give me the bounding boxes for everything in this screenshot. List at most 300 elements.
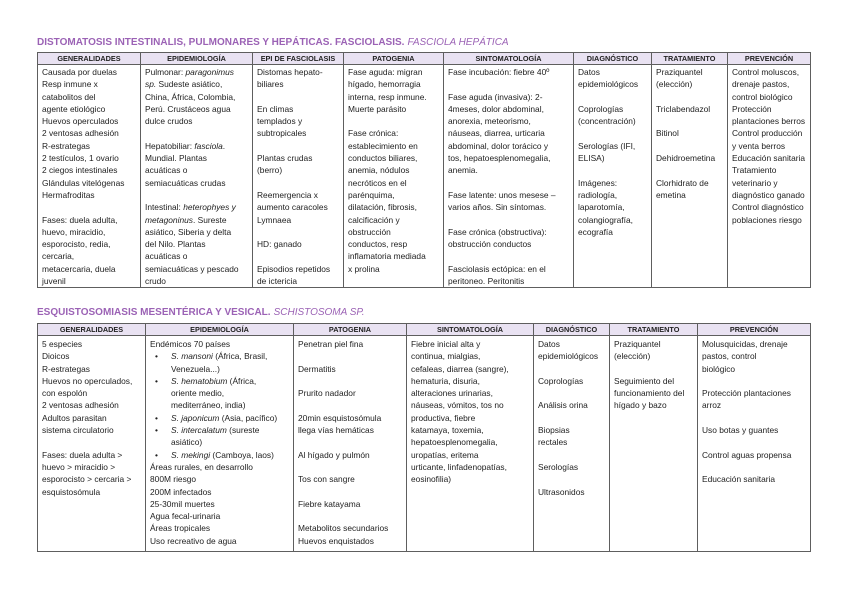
paragraph xyxy=(257,66,340,91)
cell-tratamiento xyxy=(652,65,728,288)
text-line: necróticos en el xyxy=(348,177,407,188)
text-segment: Venezuela...) xyxy=(171,363,220,374)
text-line: Fase latente: unos mesese – xyxy=(448,189,556,200)
text-line: 5 especies xyxy=(42,339,83,349)
text-line: Prurito nadador xyxy=(298,388,356,399)
text-line: Control producción xyxy=(732,128,803,139)
cell-diagnostico xyxy=(574,65,652,288)
text-line: continua, mialgias, xyxy=(411,351,481,362)
text-line: Control diagnóstico xyxy=(732,202,804,213)
text-line: poblaciones riesgo xyxy=(732,214,802,225)
text-line xyxy=(150,387,290,399)
bullet-icon: • xyxy=(155,449,158,460)
text-line: Fases: duela adulta > xyxy=(42,449,123,460)
text-line: uropatías, eritema xyxy=(411,449,479,460)
text-line: interna, resp inmune. xyxy=(348,91,427,102)
paragraph xyxy=(42,66,137,201)
text-line: Datos xyxy=(578,67,600,77)
text-line: huevo, miracidio, xyxy=(42,226,106,237)
text-line: laparotomía, xyxy=(578,202,625,213)
header-diagnostico: DIAGNÓSTICO xyxy=(574,53,652,65)
header-generalidades: GENERALIDADES xyxy=(38,53,141,65)
text-line: Metabolitos secundarios xyxy=(298,523,389,534)
bullet-item xyxy=(150,412,290,424)
text-line: ecografía xyxy=(578,226,613,237)
paragraph xyxy=(298,473,403,485)
text-line: Penetran piel fina xyxy=(298,339,364,349)
text-line: Protección plantaciones xyxy=(702,388,791,399)
text-line: establecimiento en xyxy=(348,140,418,151)
cell-epi-fasciolasis xyxy=(253,65,344,288)
text-line: Datos xyxy=(538,339,560,349)
header-row xyxy=(38,53,811,65)
text-line: funcionamiento del xyxy=(614,388,685,399)
text-line: Fase crónica (obstructiva): xyxy=(448,226,547,237)
paragraph xyxy=(732,66,807,226)
text-line: Agua fecal-urinaria xyxy=(150,511,221,522)
text-line: Reemergencia x xyxy=(257,189,318,200)
text-line: 2 ventosas adhesión xyxy=(42,400,119,411)
bullet-item xyxy=(150,350,290,362)
text-line: Causada por duelas xyxy=(42,67,117,77)
text-line: 800M riesgo xyxy=(150,474,197,485)
text-line: 2 ventosas adhesión xyxy=(42,128,119,139)
text-line: obstrucción conductos xyxy=(448,239,532,250)
paragraph xyxy=(538,399,606,411)
cell-patogenia xyxy=(344,65,444,288)
text-line: Fase incubación: fiebre 40º xyxy=(448,67,550,77)
text-segment: (África, xyxy=(227,375,257,386)
cell-epidemiologia xyxy=(146,336,294,552)
text-line: (berro) xyxy=(257,165,283,176)
header-epi-fasciolasis: EPI DE FASCIOLASIS xyxy=(253,53,344,65)
bullet-icon: • xyxy=(155,351,158,362)
text-line: plantaciones berros xyxy=(732,116,806,127)
paragraph xyxy=(348,127,440,275)
text-line xyxy=(145,140,249,152)
text-line: inflamatoria mediada xyxy=(348,251,426,262)
text-line: Control moluscos, xyxy=(732,67,800,77)
text-segment: asiático) xyxy=(171,437,203,448)
bullet-icon: • xyxy=(155,375,158,386)
text-line: diagnóstico ganado xyxy=(732,189,805,200)
text-line: radiología, xyxy=(578,189,618,200)
text-line: hígado y bazo xyxy=(614,400,667,411)
esquistosomiasis-section-title xyxy=(37,307,365,319)
text-line: China, África, Colombia, xyxy=(145,91,236,102)
text-line: Praziquantel xyxy=(614,339,661,349)
text-line: 4meses, dolor abdominal, xyxy=(448,103,544,114)
header-prevencion: PREVENCIÓN xyxy=(728,53,811,65)
text-line: de ictericia xyxy=(257,276,298,287)
paragraph xyxy=(150,338,290,547)
text-line: agente etiológico xyxy=(42,103,106,114)
text-line: Educación sanitaria xyxy=(702,474,776,485)
text-line: llega vías hemáticas xyxy=(298,425,374,436)
paragraph xyxy=(614,375,694,412)
text-line: Bitinol xyxy=(656,128,679,139)
text-line: Perú. Crustáceos agua xyxy=(145,103,231,114)
text-line: juvenil xyxy=(42,276,66,287)
text-line: Triclabendazol xyxy=(656,103,711,114)
text-line: hematuria, disuria, xyxy=(411,375,480,386)
paragraph xyxy=(257,189,340,226)
text-line: varios años. Sin síntomas. xyxy=(448,202,547,213)
text-line: parénquima, xyxy=(348,189,395,200)
paragraph xyxy=(614,338,694,363)
paragraph xyxy=(145,201,249,287)
text-line: Fase aguda: migran xyxy=(348,67,423,77)
paragraph xyxy=(578,66,648,91)
header-generalidades: GENERALIDADES xyxy=(38,324,146,336)
paragraph xyxy=(42,338,142,436)
text-segment: oriente medio, xyxy=(171,388,225,399)
paragraph xyxy=(448,66,570,78)
text-line: subtropicales xyxy=(257,128,307,139)
header-row xyxy=(38,324,811,336)
text-line: (concentración) xyxy=(578,116,636,127)
text-line xyxy=(145,66,249,78)
text-line: conductos, resp xyxy=(348,239,408,250)
text-line: arroz xyxy=(702,400,722,411)
text-line: biliares xyxy=(257,79,284,90)
section-title-main: DISTOMATOSIS INTESTINALIS, PULMONARES Y HEPÁTICAS. FASCIOLASIS. xyxy=(37,37,405,48)
text-line: cefaleas, diarrea (sangre), xyxy=(411,363,509,374)
text-line: En climas xyxy=(257,103,294,114)
paragraph xyxy=(448,263,570,288)
text-line: anorexia, meteorismo, xyxy=(448,116,531,127)
paragraph xyxy=(702,424,807,436)
text-line: crudo xyxy=(145,276,166,287)
section-title-main: ESQUISTOSOMIASIS MESENTÉRICA Y VESICAL. xyxy=(37,307,271,318)
text-line: Imágenes: xyxy=(578,177,618,188)
paragraph xyxy=(656,177,724,202)
paragraph xyxy=(145,66,249,127)
text-line: pastos, control xyxy=(702,351,757,362)
text-line: obstrucción xyxy=(348,226,391,237)
paragraph xyxy=(298,363,403,375)
text-line: emetina xyxy=(656,189,686,200)
paragraph xyxy=(538,338,606,363)
paragraph xyxy=(42,449,142,498)
header-sintomatologia: SINTOMATOLOGÍA xyxy=(407,324,534,336)
text-line: 25-30mil muertes xyxy=(150,498,215,509)
text-line: náuseas, vómitos, tos no xyxy=(411,400,504,411)
header-prevencion: PREVENCIÓN xyxy=(698,324,811,336)
cell-prevencion xyxy=(728,65,811,288)
species-name: heterophyes y xyxy=(183,202,236,213)
text-line: Fase aguda (invasiva): 2- xyxy=(448,91,543,102)
text-line: conductos biliares, xyxy=(348,153,418,164)
text-line: acuáticas o xyxy=(145,251,188,262)
text-line: Resp inmune x xyxy=(42,79,98,90)
bullet-item xyxy=(150,375,290,387)
species-name: S. japonicum xyxy=(171,412,220,423)
text-line: 2 ciegos intestinales xyxy=(42,165,118,176)
paragraph xyxy=(145,140,249,189)
text-line: abdominal, dolor torácico y xyxy=(448,140,549,151)
text-line: templados y xyxy=(257,116,303,127)
text-line: Huevos operculados xyxy=(42,116,119,127)
text-line: semiacuáticas crudas xyxy=(145,177,226,188)
header-tratamiento: TRATAMIENTO xyxy=(610,324,698,336)
text-line: katamaya, toxemia, xyxy=(411,425,484,436)
text-line: y venta berros xyxy=(732,140,786,151)
text-line: Fasciolasis ectópica: en el xyxy=(448,263,546,274)
text-line: asiático, Siberia y delta xyxy=(145,226,232,237)
text-segment: Intestinal: xyxy=(145,202,184,213)
paragraph xyxy=(656,66,724,91)
paragraph xyxy=(538,424,606,449)
text-line: R-estrategas xyxy=(42,363,90,374)
text-line: Áreas tropicales xyxy=(150,523,211,534)
paragraph xyxy=(298,338,403,350)
paragraph xyxy=(448,226,570,251)
content-row xyxy=(38,65,811,288)
header-tratamiento: TRATAMIENTO xyxy=(652,53,728,65)
text-line: urticante, linfadenopatías, xyxy=(411,461,507,472)
text-line: Fase crónica: xyxy=(348,128,399,139)
text-line: Tratamiento xyxy=(732,165,777,176)
text-line: hígado, hemorragia xyxy=(348,79,421,90)
text-line: Huevos enquistados xyxy=(298,535,374,546)
paragraph xyxy=(298,387,403,399)
text-line: Uso recreativo de agua xyxy=(150,535,237,546)
text-line: Análisis orina xyxy=(538,400,588,411)
text-line: Hermafroditas xyxy=(42,189,95,200)
paragraph xyxy=(656,127,724,139)
fasciolasis-table xyxy=(37,52,811,288)
bullet-icon: • xyxy=(155,412,158,423)
text-line: colangiografía, xyxy=(578,214,633,225)
text-line: dilatación, fibrosis, xyxy=(348,202,417,213)
text-line: del Nilo. Plantas xyxy=(145,239,206,250)
text-line: productiva, fiebre xyxy=(411,412,476,423)
text-line: control biológico xyxy=(732,91,793,102)
paragraph xyxy=(538,375,606,387)
text-line: semiacuáticas y pescado xyxy=(145,263,239,274)
paragraph xyxy=(257,152,340,177)
paragraph xyxy=(702,449,807,461)
paragraph xyxy=(702,473,807,485)
paragraph xyxy=(656,103,724,115)
text-line: Dioicos xyxy=(42,351,70,362)
cell-epidemiologia xyxy=(141,65,253,288)
text-line: Clorhidrato de xyxy=(656,177,709,188)
bullet-icon: • xyxy=(155,425,158,436)
species-name: S. mekingi xyxy=(171,449,211,460)
cell-sintomatologia xyxy=(407,336,534,552)
text-line: Al hígado y pulmón xyxy=(298,449,370,460)
text-line xyxy=(145,214,249,226)
header-diagnostico: DIAGNÓSTICO xyxy=(534,324,610,336)
text-segment: . Sureste xyxy=(192,214,227,225)
paragraph xyxy=(298,449,403,461)
cell-diagnostico xyxy=(534,336,610,552)
text-line: x prolina xyxy=(348,263,380,274)
text-line: esporocisto, redia, xyxy=(42,239,111,250)
species-name: S. intercalatum xyxy=(171,425,227,436)
text-line: calcificación y xyxy=(348,214,400,225)
paragraph xyxy=(578,140,648,165)
text-line: Control aguas propensa xyxy=(702,449,792,460)
text-segment: . xyxy=(222,140,226,151)
text-line: náuseas, diarrea, urticaria xyxy=(448,128,545,139)
text-line: 20min esquistosómula xyxy=(298,412,382,423)
text-line: Uso botas y guantes xyxy=(702,425,779,436)
text-line: Dehidroemetina xyxy=(656,153,716,164)
text-line: (elección) xyxy=(614,351,651,362)
text-line: HD: ganado xyxy=(257,239,302,250)
cell-prevencion xyxy=(698,336,811,552)
text-line: Glándulas vitelógenas xyxy=(42,177,125,188)
text-segment: (Camboya, laos) xyxy=(210,449,274,460)
text-line: Muerte parásito xyxy=(348,103,407,114)
text-line: veterinario y xyxy=(732,177,778,188)
text-line: Serologías xyxy=(538,461,579,472)
text-line: Áreas rurales, en desarrollo xyxy=(150,461,253,472)
text-line: Ultrasonidos xyxy=(538,486,585,497)
text-line: Adultos parasitan xyxy=(42,412,107,423)
paragraph xyxy=(298,522,403,547)
text-line: Praziquantel xyxy=(656,67,703,77)
header-epidemiologia: EPIDEMIOLOGÍA xyxy=(146,324,294,336)
esquistosomiasis-table xyxy=(37,323,811,552)
text-line: Seguimiento del xyxy=(614,375,675,386)
paragraph xyxy=(348,66,440,115)
text-line: Coprologías xyxy=(578,103,624,114)
section-title-species: FASCIOLA HEPÁTICA xyxy=(407,37,509,48)
species-name: metagoninus xyxy=(145,214,193,225)
text-line: drenaje pastos, xyxy=(732,79,790,90)
text-line: epidemiológicos xyxy=(538,351,599,362)
paragraph xyxy=(257,238,340,250)
text-line: esporocisto > cercaria > xyxy=(42,474,132,485)
header-sintomatologia: SINTOMATOLOGÍA xyxy=(444,53,574,65)
text-line: Fiebre inicial alta y xyxy=(411,339,481,349)
text-line: Fases: duela adulta, xyxy=(42,214,118,225)
cell-sintomatologia xyxy=(444,65,574,288)
text-line: sistema circulatorio xyxy=(42,425,114,436)
species-name: paragonimus xyxy=(185,67,234,77)
text-line: aumento caracoles xyxy=(257,202,328,213)
text-line: Dermatitis xyxy=(298,363,336,374)
text-segment: Sudeste asiático, xyxy=(156,79,223,90)
text-line: 2 testículos, 1 ovario xyxy=(42,153,119,164)
text-line: Biopsias xyxy=(538,425,570,436)
cell-generalidades xyxy=(38,336,146,552)
header-patogenia: PATOGENIA xyxy=(344,53,444,65)
text-line: Educación sanitaria xyxy=(732,153,806,164)
text-segment: (sureste xyxy=(226,425,260,436)
paragraph xyxy=(538,461,606,473)
text-line xyxy=(145,201,249,213)
text-line: anemia, nódulos xyxy=(348,165,410,176)
text-line: catabolitos del xyxy=(42,91,96,102)
text-line: eosinofilia) xyxy=(411,474,452,485)
text-line: dulce crudos xyxy=(145,116,193,127)
species-name: fasciola xyxy=(194,140,223,151)
text-line: hepatoesplenomegalia, xyxy=(411,437,498,448)
cell-patogenia xyxy=(294,336,407,552)
text-segment: mediterráneo, india) xyxy=(171,400,246,411)
text-line: Plantas crudas xyxy=(257,153,313,164)
paragraph xyxy=(448,91,570,177)
text-line: Mundial. Plantas xyxy=(145,153,207,164)
text-line: ELISA) xyxy=(578,153,605,164)
text-line: con espolón xyxy=(42,388,88,399)
paragraph xyxy=(656,152,724,164)
text-segment: Hepatobiliar: xyxy=(145,140,195,151)
content-row xyxy=(38,336,811,552)
bullet-item xyxy=(150,449,290,461)
paragraph xyxy=(448,189,570,214)
text-line: metacercaria, duela xyxy=(42,263,116,274)
text-line: alteraciones urinarias, xyxy=(411,388,493,399)
text-line: R-estrategas xyxy=(42,140,90,151)
species-name: sp. xyxy=(145,79,157,90)
text-line: Lymnaea xyxy=(257,214,292,225)
text-line: biológico xyxy=(702,363,736,374)
text-line: Coprologías xyxy=(538,375,584,386)
text-line: (elección) xyxy=(656,79,693,90)
header-patogenia: PATOGENIA xyxy=(294,324,407,336)
text-line xyxy=(150,399,290,411)
text-line xyxy=(150,363,290,375)
text-line: Endémicos 70 países xyxy=(150,339,231,349)
species-name: S. mansoni xyxy=(171,351,213,362)
text-line xyxy=(150,436,290,448)
paragraph xyxy=(298,498,403,510)
text-line: Protección xyxy=(732,103,772,114)
text-line: huevo > miracidio > xyxy=(42,461,116,472)
species-name: S. hematobium xyxy=(171,375,228,386)
text-line: rectales xyxy=(538,437,568,448)
text-line: epidemiológicos xyxy=(578,79,639,90)
text-segment: (Asia, pacífico) xyxy=(219,412,278,423)
paragraph xyxy=(298,412,403,437)
text-line: tos, hepatoesplenomegalia, xyxy=(448,153,551,164)
paragraph xyxy=(411,338,530,486)
paragraph xyxy=(42,214,137,288)
text-segment: (África, Brasil, xyxy=(212,351,268,362)
paragraph xyxy=(702,387,807,412)
paragraph xyxy=(257,263,340,288)
paragraph xyxy=(578,103,648,128)
text-line: Huevos no operculados, xyxy=(42,375,133,386)
bullet-item xyxy=(150,424,290,436)
text-line: Tos con sangre xyxy=(298,474,355,485)
text-line: anemia. xyxy=(448,165,478,176)
text-line: acuáticas o xyxy=(145,165,188,176)
text-line: Serologías (IFI, xyxy=(578,140,636,151)
text-line: Molusquicidas, drenaje xyxy=(702,339,788,349)
text-segment: Pulmonar: xyxy=(145,67,186,77)
paragraph xyxy=(578,177,648,238)
text-line xyxy=(145,78,249,90)
paragraph xyxy=(538,486,606,498)
text-line: esquistosómula xyxy=(42,486,101,497)
text-line: Distomas hepato- xyxy=(257,67,323,77)
header-epidemiologia: EPIDEMIOLOGÍA xyxy=(141,53,253,65)
text-line: Fiebre katayama xyxy=(298,498,361,509)
text-line: peritoneo. Peritonitis xyxy=(448,276,525,287)
cell-generalidades xyxy=(38,65,141,288)
text-line: 200M infectados xyxy=(150,486,212,497)
paragraph xyxy=(702,338,807,375)
fasciolasis-section-title xyxy=(37,37,509,49)
text-line: cercaria, xyxy=(42,251,75,262)
